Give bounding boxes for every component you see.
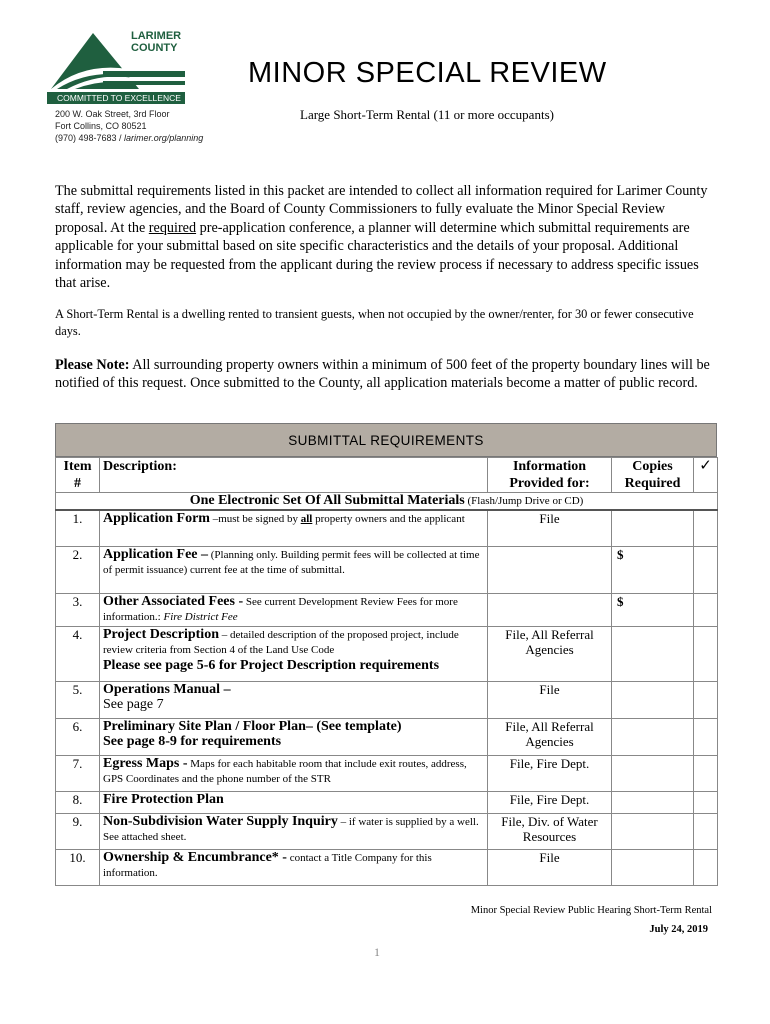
- item-see-page: Please see page 5-6 for Project Description requirements: [103, 657, 440, 673]
- item-checkbox[interactable]: [694, 546, 718, 593]
- item-copies: $: [612, 593, 694, 626]
- col-check: ✓: [694, 458, 718, 493]
- item-checkbox[interactable]: [694, 755, 718, 791]
- table-row: [56, 755, 718, 791]
- item-info: File, Fire Dept.: [488, 791, 612, 813]
- electronic-set-note: (Flash/Jump Drive or CD): [464, 495, 584, 507]
- note-text: All surrounding property owners within a minimum of 500 feet of the property boundary lines will be notified of this request. Once submitted to the County, all application materials become a matter of public record.: [55, 357, 710, 392]
- page-title: MINOR SPECIAL REVIEW: [248, 57, 607, 89]
- table-row: [56, 593, 718, 626]
- item-number: 9.: [56, 813, 100, 849]
- logo-name-line1: LARIMER: [131, 30, 182, 42]
- col-info: Information Provided for:: [488, 458, 612, 493]
- page-subtitle: Large Short-Term Rental (11 or more occupants): [300, 107, 554, 122]
- phone-number: (970) 498-7683 /: [55, 133, 125, 143]
- table-row: [56, 791, 718, 813]
- item-title: Fire Protection Plan: [103, 791, 224, 807]
- table-row: [56, 849, 718, 885]
- item-checkbox[interactable]: [694, 718, 718, 755]
- item-title: Other Associated Fees -: [103, 593, 244, 609]
- item-fire-district-fee: Fire District Fee: [163, 610, 238, 623]
- item-desc: –must be signed by: [209, 513, 301, 525]
- intro-paragraph: [55, 182, 720, 292]
- col-description: Description:: [100, 458, 488, 493]
- item-info: File: [488, 510, 612, 546]
- submittal-requirements-table: [55, 423, 717, 886]
- col-copies: Copies Required: [612, 458, 694, 493]
- item-desc: (Planning only. Building permit fees will be collected at time of permit issuance) current fee at the time of submittal.: [103, 548, 480, 576]
- intro-text-b: pre-application conference, a planner will determine which submittal requirements are applicable for your submittal based on site specific characteristics and the details of your proposal. Additional information may be requested from the applicant during the review process if necessary to address specific issues that arise.: [55, 219, 699, 292]
- address-line1: 200 W. Oak Street, 3rd Floor: [55, 109, 170, 119]
- item-desc: See current Development Review Fees for more information.:: [103, 595, 458, 623]
- item-number: 10.: [56, 849, 100, 885]
- item-copies: [612, 681, 694, 718]
- item-checkbox[interactable]: [694, 593, 718, 626]
- table-row: [56, 813, 718, 849]
- address-line2: Fort Collins, CO 80521: [55, 121, 147, 131]
- item-info: File, Fire Dept.: [488, 755, 612, 791]
- item-checkbox[interactable]: [694, 626, 718, 681]
- website-link[interactable]: larimer.org/planning: [124, 133, 204, 143]
- item-number: 2.: [56, 546, 100, 593]
- item-desc: Maps for each habitable room that include exit routes, address, GPS Coordinates and the phone number of the STR: [103, 757, 467, 785]
- item-info: File, All Referral Agencies: [488, 626, 612, 681]
- item-desc: contact a Title Company for this information.: [103, 851, 432, 879]
- item-desc-rest: property owners and the applicant: [312, 513, 465, 525]
- item-title: Non-Subdivision Water Supply Inquiry: [103, 813, 338, 829]
- item-checkbox[interactable]: [694, 849, 718, 885]
- table-row: [56, 626, 718, 681]
- electronic-set-row: [56, 493, 718, 511]
- table-row: [56, 718, 718, 755]
- item-checkbox[interactable]: [694, 681, 718, 718]
- item-title: Application Fee –: [103, 546, 208, 562]
- item-number: 8.: [56, 791, 100, 813]
- table-row: [56, 546, 718, 593]
- required-underlined: required: [148, 219, 197, 236]
- item-copies: [612, 510, 694, 546]
- table-row: [56, 681, 718, 718]
- larimer-county-logo: [47, 29, 187, 105]
- item-title: Application Form: [103, 511, 210, 526]
- column-header-row: [56, 458, 718, 493]
- col-item: Item #: [56, 458, 100, 493]
- electronic-set-label: One Electronic Set Of All Submittal Materials: [189, 493, 465, 508]
- table-heading: SUBMITTAL REQUIREMENTS: [55, 423, 717, 457]
- item-number: 5.: [56, 681, 100, 718]
- item-info: File, Div. of Water Resources: [488, 813, 612, 849]
- footer-date: July 24, 2019: [649, 924, 708, 935]
- str-definition: A Short-Term Rental is a dwelling rented to transient guests, when not occupied by the owner/renter, for 30 or fewer consecutive days.: [55, 307, 694, 338]
- item-title: Egress Maps -: [103, 755, 188, 771]
- address-contact: [55, 132, 203, 144]
- item-info: [488, 546, 612, 593]
- item-copies: [612, 813, 694, 849]
- item-see-page: See page 8-9 for requirements: [103, 733, 282, 749]
- item-number: 4.: [56, 626, 100, 681]
- item-info: File, All Referral Agencies: [488, 718, 612, 755]
- item-desc: – detailed description of the proposed project, include review criteria from Section 4 of the Land Use Code: [103, 628, 459, 656]
- item-number: 3.: [56, 593, 100, 626]
- logo-tagline: COMMITTED TO EXCELLENCE: [47, 92, 185, 104]
- table-row: [56, 510, 718, 546]
- item-info: File: [488, 681, 612, 718]
- logo-name: [131, 30, 181, 54]
- item-checkbox[interactable]: [694, 791, 718, 813]
- page-number: 1: [374, 945, 380, 959]
- item-number: 7.: [56, 755, 100, 791]
- intro-text-a: The submittal requirements listed in this packet are intended to collect all information required for Larimer County staff, review agencies, and the Board of County Commissioners to fully evaluate the Minor Special Review proposal. At the: [55, 183, 708, 236]
- item-number: 6.: [56, 718, 100, 755]
- item-number: 1.: [56, 510, 100, 546]
- item-copies: [612, 791, 694, 813]
- item-checkbox[interactable]: [694, 813, 718, 849]
- item-see-page: See page 7: [103, 696, 164, 712]
- item-title: Preliminary Site Plan / Floor Plan– (See template): [103, 718, 402, 734]
- item-info: [488, 593, 612, 626]
- item-copies: [612, 626, 694, 681]
- footer-title: Minor Special Review Public Hearing Short-Term Rental: [470, 905, 712, 916]
- item-checkbox[interactable]: [694, 510, 718, 546]
- please-note-paragraph: [55, 356, 720, 393]
- item-copies: $: [612, 546, 694, 593]
- item-info: File: [488, 849, 612, 885]
- county-address: [55, 108, 203, 144]
- item-title: Operations Manual –: [103, 681, 231, 697]
- item-title: Project Description: [103, 626, 219, 642]
- item-copies: [612, 849, 694, 885]
- item-copies: [612, 755, 694, 791]
- logo-name-line2: COUNTY: [131, 42, 178, 54]
- item-copies: [612, 718, 694, 755]
- item-desc: – if water is supplied by a well. See attached sheet.: [103, 815, 479, 843]
- note-label: Please Note:: [55, 357, 130, 373]
- item-all-underlined: all: [300, 513, 313, 525]
- item-title: Ownership & Encumbrance* -: [103, 849, 287, 865]
